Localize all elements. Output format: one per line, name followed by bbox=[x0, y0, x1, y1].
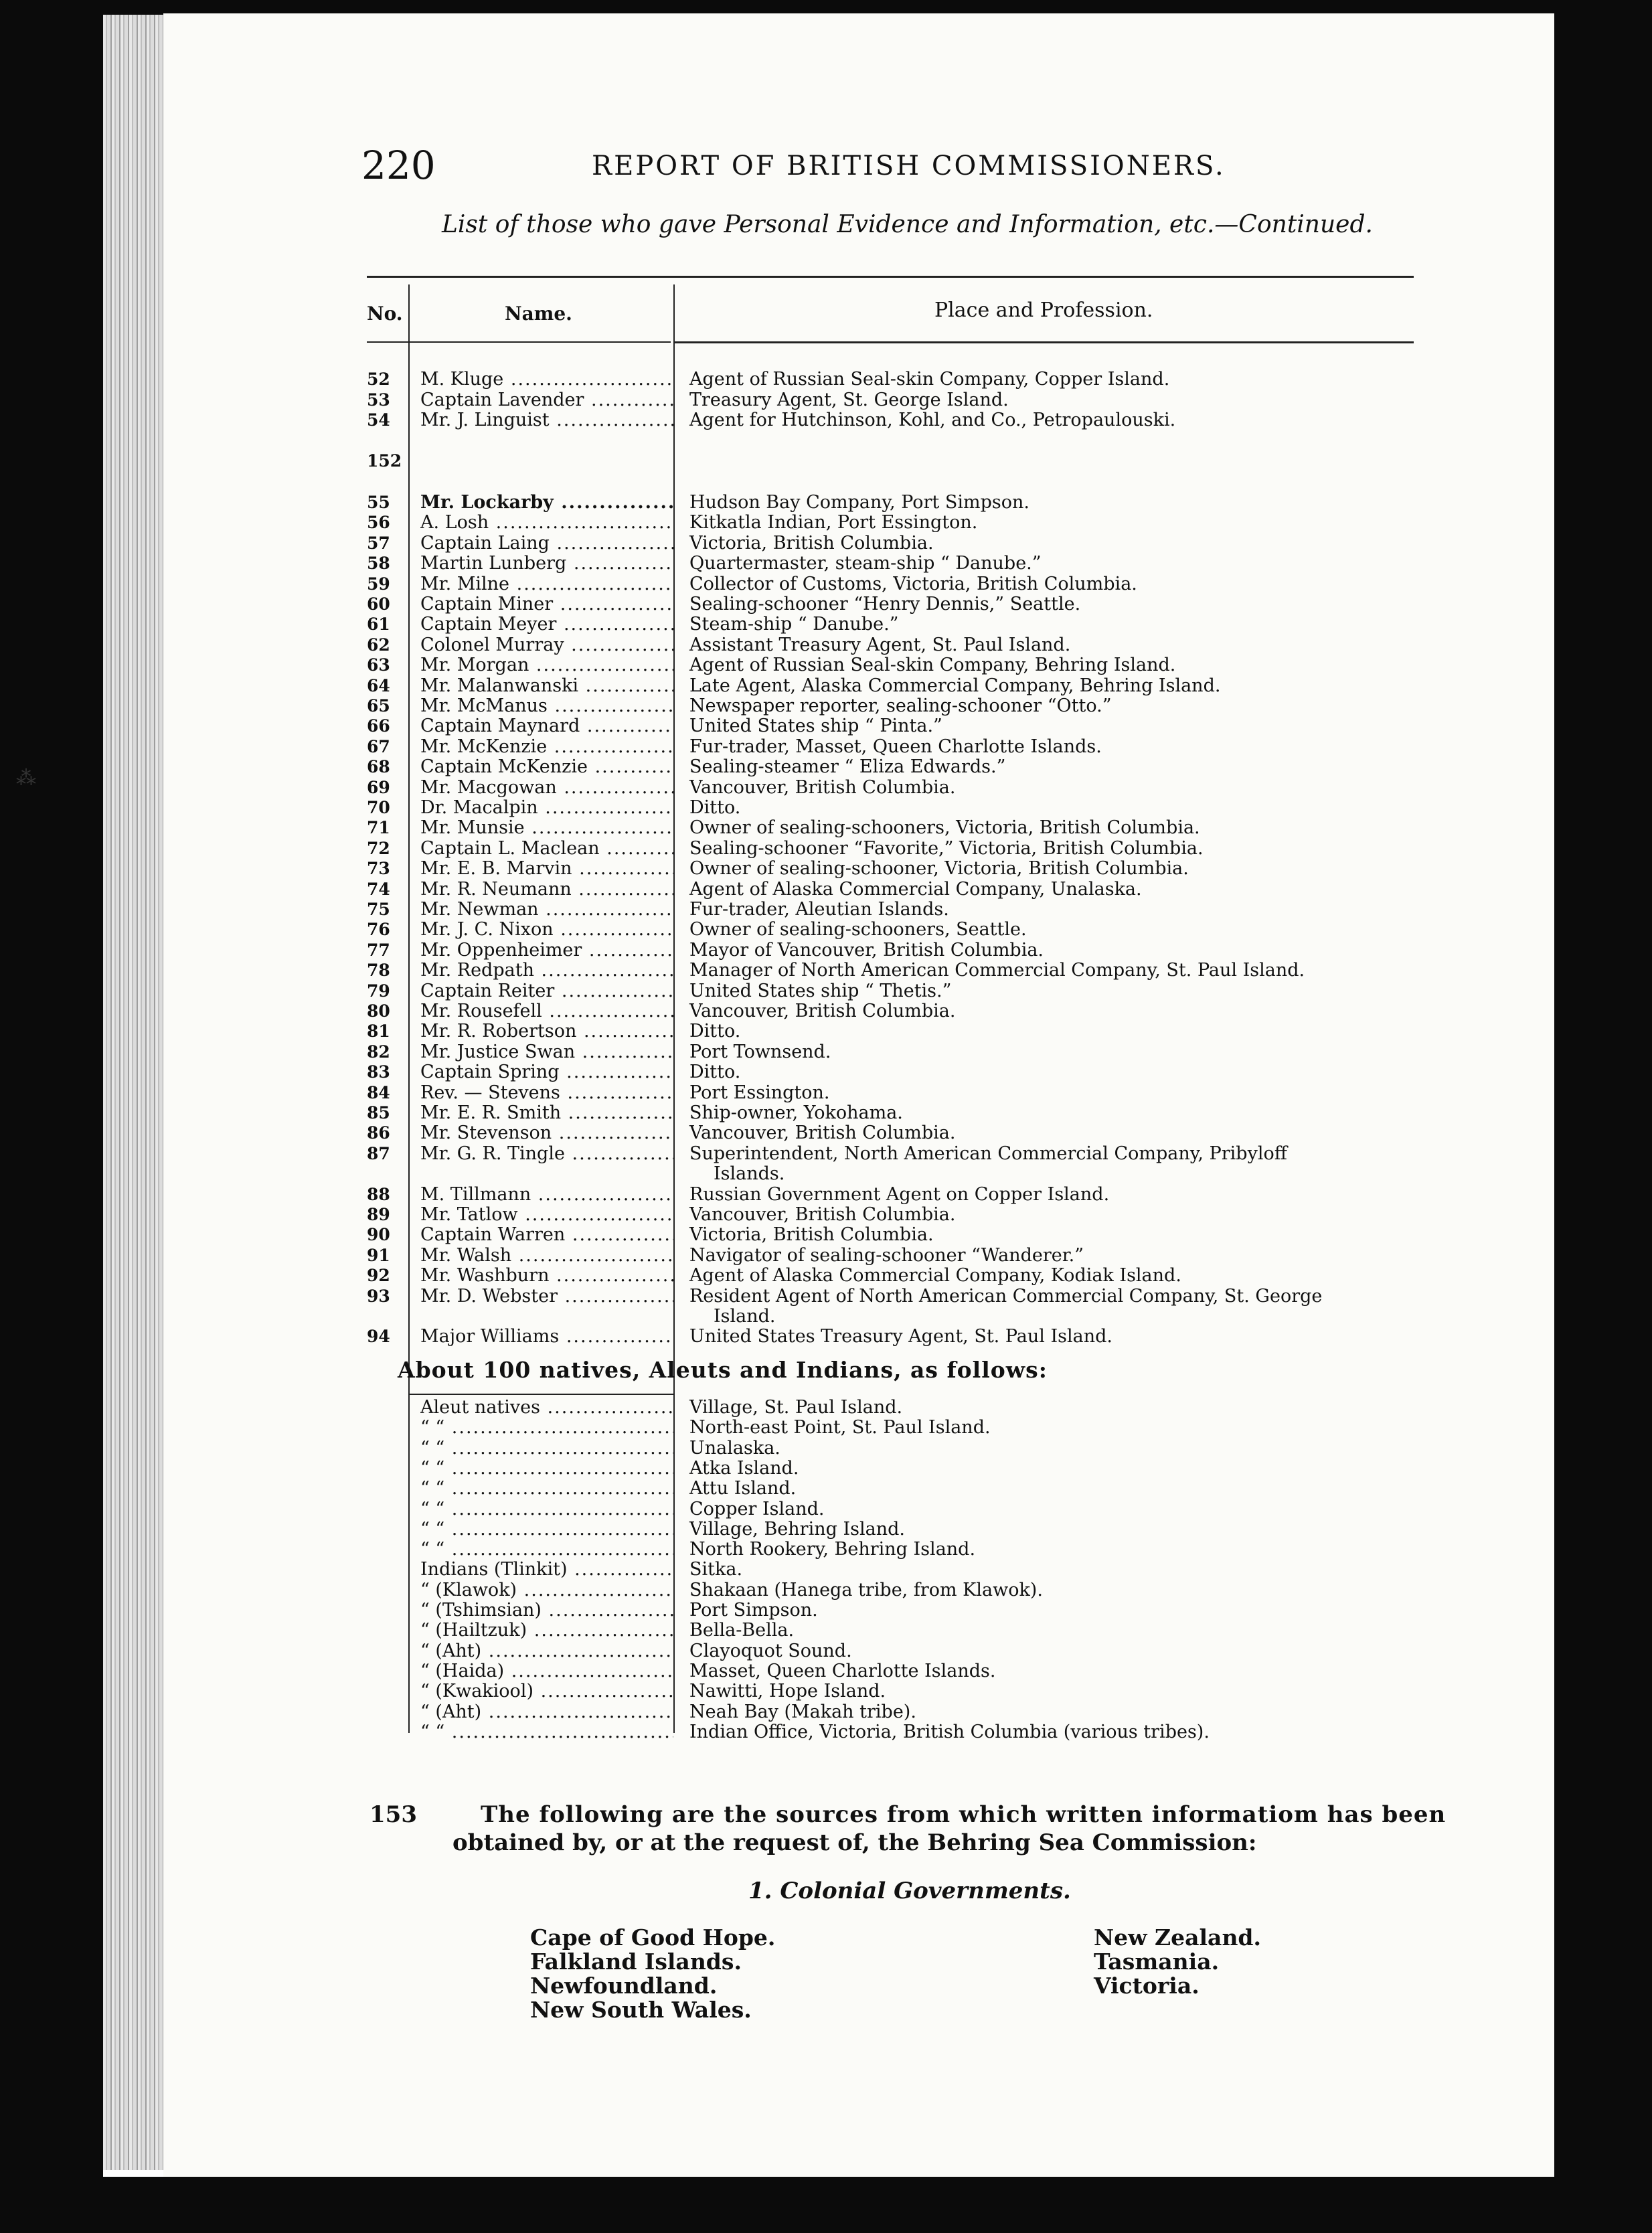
entry-name: Mr. Walsh ..... bbox=[420, 1246, 673, 1266]
entry-name: A. Losh ..... bbox=[420, 513, 673, 533]
header-rule-left bbox=[367, 341, 671, 343]
colony-tasmania: Tasmania. bbox=[1094, 1949, 1220, 1975]
column-divider-1 bbox=[408, 284, 410, 1733]
entry-name: “ (Hailtzuk) ..... bbox=[420, 1621, 673, 1641]
entry-name: “ (Kwakiool) ..... bbox=[420, 1681, 673, 1702]
colony-falkland-islands: Falkland Islands. bbox=[530, 1949, 742, 1975]
entry-number: 62 bbox=[367, 635, 390, 655]
entry-name: Rev. — Stevens ..... bbox=[420, 1083, 673, 1103]
entry-place-profession: North Rookery, Behring Island. bbox=[689, 1539, 976, 1560]
entry-number: 83 bbox=[367, 1062, 390, 1082]
page-number: 220 bbox=[361, 143, 436, 188]
entry-place-profession: Sitka. bbox=[689, 1559, 743, 1580]
entry-name: Captain Maynard ..... bbox=[420, 716, 673, 736]
entry-number: 58 bbox=[367, 554, 390, 574]
entry-number: 55 bbox=[367, 493, 390, 512]
entry-number: 84 bbox=[367, 1082, 390, 1102]
entry-number: 52 bbox=[367, 369, 390, 389]
header-name: Name. bbox=[505, 303, 572, 325]
entry-name: Mr. R. Robertson ..... bbox=[420, 1021, 673, 1042]
entry-place-profession: Atka Island. bbox=[689, 1457, 799, 1479]
entry-place-profession: Vancouver, British Columbia. bbox=[689, 776, 956, 798]
entry-name: Mr. Stevenson ..... bbox=[420, 1123, 673, 1143]
entry-place-profession: Neah Bay (Makah tribe). bbox=[689, 1701, 916, 1722]
entry-name: Mr. Lockarby ..... bbox=[420, 493, 673, 513]
entry-place-profession: Quartermaster, steam-ship “ Danube.” bbox=[689, 553, 1042, 574]
entry-name: Mr. McKenzie ..... bbox=[420, 737, 673, 757]
entry-number: 80 bbox=[367, 1001, 390, 1021]
entry-place-profession: Agent of Russian Seal-skin Company, Behring Island. bbox=[689, 655, 1176, 676]
entry-place-profession: Port Simpson. bbox=[689, 1600, 818, 1621]
entry-name: Mr. Munsie ..... bbox=[420, 818, 673, 838]
entry-place-profession: Clayoquot Sound. bbox=[689, 1640, 852, 1661]
entry-name: Mr. Tatlow ..... bbox=[420, 1205, 673, 1225]
running-head: REPORT OF BRITISH COMMISSIONERS. bbox=[592, 151, 1226, 181]
entry-number: 89 bbox=[367, 1205, 390, 1224]
entry-name: Mr. J. C. Nixon ..... bbox=[420, 920, 673, 940]
entry-name: Indians (Tlinkit) ..... bbox=[420, 1560, 673, 1580]
entry-number: 90 bbox=[367, 1225, 390, 1245]
entry-place-profession: Agent of Alaska Commercial Company, Unalaska. bbox=[689, 878, 1142, 900]
entry-number: 85 bbox=[367, 1103, 390, 1123]
entry-place-profession: Superintendent, North American Commercial Company, Pribyloff bbox=[689, 1143, 1287, 1164]
colony-new-south-wales: New South Wales. bbox=[530, 1997, 752, 2023]
scan-border-bottom bbox=[0, 2177, 1652, 2233]
entry-name: Mr. G. R. Tingle ..... bbox=[420, 1144, 673, 1164]
entry-number: 71 bbox=[367, 818, 390, 838]
natives-heading: About 100 natives, Aleuts and Indians, as follows: bbox=[398, 1357, 1048, 1383]
entry-place-profession: Owner of sealing-schooners, Seattle. bbox=[689, 919, 1027, 940]
entry-number: 66 bbox=[367, 716, 390, 736]
entry-place-profession: Attu Island. bbox=[689, 1478, 797, 1499]
header-rule-right bbox=[675, 341, 1414, 343]
colony-cape-of-good-hope: Cape of Good Hope. bbox=[530, 1924, 776, 1951]
entry-place-profession: Sealing-schooner “Henry Dennis,” Seattle. bbox=[689, 594, 1081, 614]
entry-place-profession: Sealing-steamer “ Eliza Edwards.” bbox=[689, 756, 1006, 778]
colony-victoria: Victoria. bbox=[1094, 1973, 1200, 1999]
entry-name: “ (Tshimsian) ..... bbox=[420, 1600, 673, 1621]
entry-name: Mr. Redpath ..... bbox=[420, 961, 673, 981]
table-subtitle: List of those who gave Personal Evidence and Information, etc.—Continued. bbox=[442, 211, 1373, 238]
entry-place-profession: Copper Island. bbox=[689, 1498, 825, 1519]
entry-name: “ “ ..... bbox=[420, 1499, 673, 1519]
entry-name: Captain Spring ..... bbox=[420, 1062, 673, 1082]
entry-name: Mr. R. Neumann ..... bbox=[420, 880, 673, 900]
entry-number: 69 bbox=[367, 777, 390, 797]
entry-name: Captain McKenzie ..... bbox=[420, 757, 673, 777]
entry-place-profession: Port Townsend. bbox=[689, 1041, 831, 1062]
entry-place-profession: Village, Behring Island. bbox=[689, 1518, 905, 1540]
entry-name: Captain Laing ..... bbox=[420, 533, 673, 554]
entry-number: 67 bbox=[367, 736, 390, 756]
entry-place-profession: Nawitti, Hope Island. bbox=[689, 1681, 886, 1702]
page-edges bbox=[103, 15, 163, 2170]
entry-place-profession: Russian Government Agent on Copper Island. bbox=[689, 1183, 1110, 1205]
entry-place-profession: Steam-ship “ Danube.” bbox=[689, 614, 899, 635]
colony-newfoundland: Newfoundland. bbox=[530, 1973, 718, 1999]
entry-place-profession: Navigator of sealing-schooner “Wanderer.” bbox=[689, 1244, 1084, 1266]
entry-name: Mr. E. B. Marvin ..... bbox=[420, 859, 673, 879]
entry-number: 54 bbox=[367, 410, 390, 430]
entry-name: “ (Haida) ..... bbox=[420, 1661, 673, 1681]
entry-name: “ “ ..... bbox=[420, 1438, 673, 1459]
entry-place-profession: Shakaan (Hanega tribe, from Klawok). bbox=[689, 1579, 1043, 1600]
section-number-152: 152 bbox=[367, 451, 402, 471]
section-153-line-1: The following are the sources from which written informatiom has been bbox=[481, 1801, 1447, 1828]
entry-place-profession: Victoria, British Columbia. bbox=[689, 1224, 934, 1246]
margin-mark: ⁂ bbox=[16, 766, 36, 790]
entry-name: “ (Aht) ..... bbox=[420, 1702, 673, 1722]
entry-name: Mr. E. R. Smith ..... bbox=[420, 1103, 673, 1123]
colony-new-zealand: New Zealand. bbox=[1094, 1924, 1261, 1951]
entry-number: 75 bbox=[367, 900, 390, 919]
entry-number: 88 bbox=[367, 1184, 390, 1204]
entry-number: 81 bbox=[367, 1021, 390, 1042]
header-place: Place and Profession. bbox=[934, 299, 1153, 322]
entry-place-profession: Late Agent, Alaska Commercial Company, Behring Island. bbox=[689, 675, 1221, 696]
entry-name: “ “ ..... bbox=[420, 1540, 673, 1560]
section-number-153: 153 bbox=[369, 1801, 417, 1828]
entry-number: 56 bbox=[367, 513, 390, 533]
entry-place-profession: Vancouver, British Columbia. bbox=[689, 1001, 956, 1021]
entry-name: Colonel Murray ..... bbox=[420, 635, 673, 655]
entry-name: Captain Meyer ..... bbox=[420, 614, 673, 635]
entry-name: Mr. Newman ..... bbox=[420, 900, 673, 920]
entry-place-profession: Vancouver, British Columbia. bbox=[689, 1123, 956, 1144]
scan-border-top bbox=[0, 0, 1652, 15]
entry-place-profession: Hudson Bay Company, Port Simpson. bbox=[689, 492, 1029, 513]
entry-name: Mr. Rousefell ..... bbox=[420, 1001, 673, 1021]
entry-place-profession: Indian Office, Victoria, British Columbia (various tribes). bbox=[689, 1721, 1210, 1742]
header-no: No. bbox=[367, 303, 403, 325]
entry-name: Captain Miner ..... bbox=[420, 594, 673, 614]
entry-number: 59 bbox=[367, 574, 390, 594]
entry-place-profession: Assistant Treasury Agent, St. Paul Island. bbox=[689, 634, 1071, 655]
entry-number: 72 bbox=[367, 838, 390, 858]
entry-name: Martin Lunberg ..... bbox=[420, 554, 673, 574]
entry-number: 93 bbox=[367, 1286, 390, 1306]
entry-place-profession: Resident Agent of North American Commercial Company, St. George bbox=[689, 1285, 1323, 1307]
entry-number: 53 bbox=[367, 390, 390, 410]
entry-place-profession: United States Treasury Agent, St. Paul Island. bbox=[689, 1326, 1113, 1347]
entry-place-profession: Fur-trader, Aleutian Islands. bbox=[689, 899, 949, 920]
entry-place-profession: Treasury Agent, St. George Island. bbox=[689, 389, 1009, 410]
natives-box-top bbox=[410, 1394, 675, 1395]
entry-place-profession: Bella-Bella. bbox=[689, 1620, 795, 1641]
entry-number: 76 bbox=[367, 920, 390, 940]
entry-place-profession: Vancouver, British Columbia. bbox=[689, 1204, 956, 1225]
entry-place-continuation: Islands. bbox=[714, 1163, 785, 1184]
entry-name: Mr. D. Webster ..... bbox=[420, 1287, 673, 1307]
scan-border-left bbox=[0, 0, 103, 2233]
entry-number: 86 bbox=[367, 1123, 390, 1143]
entry-number: 60 bbox=[367, 594, 390, 614]
entry-place-profession: Masset, Queen Charlotte Islands. bbox=[689, 1660, 996, 1681]
entry-place-profession: Village, St. Paul Island. bbox=[689, 1397, 903, 1418]
entry-place-profession: Ditto. bbox=[689, 797, 741, 818]
entry-number: 87 bbox=[367, 1143, 390, 1163]
entry-number: 57 bbox=[367, 533, 390, 553]
entry-name: Major Williams ..... bbox=[420, 1327, 673, 1347]
column-divider-2 bbox=[673, 284, 675, 1733]
entry-place-profession: United States ship “ Pinta.” bbox=[689, 716, 942, 737]
table-top-rule bbox=[367, 276, 1414, 278]
entry-place-profession: Collector of Customs, Victoria, British Columbia. bbox=[689, 573, 1137, 594]
entry-name: Mr. McManus ..... bbox=[420, 696, 673, 716]
entry-name: Captain Warren ..... bbox=[420, 1225, 673, 1245]
entry-name: Mr. Morgan ..... bbox=[420, 655, 673, 675]
entry-number: 73 bbox=[367, 859, 390, 879]
entry-name: “ (Aht) ..... bbox=[420, 1641, 673, 1661]
entry-place-profession: Sealing-schooner “Favorite,” Victoria, British Columbia. bbox=[689, 837, 1204, 859]
entry-place-profession: Mayor of Vancouver, British Columbia. bbox=[689, 939, 1044, 961]
entry-name: “ “ ..... bbox=[420, 1479, 673, 1499]
entry-number: 61 bbox=[367, 614, 390, 635]
entry-place-profession: Victoria, British Columbia. bbox=[689, 532, 934, 554]
entry-place-profession: Agent for Hutchinson, Kohl, and Co., Petropaulouski. bbox=[689, 410, 1176, 430]
entry-place-profession: Agent of Russian Seal-skin Company, Copper Island. bbox=[689, 369, 1170, 390]
entry-number: 65 bbox=[367, 696, 390, 716]
entry-place-profession: Kitkatla Indian, Port Essington. bbox=[689, 512, 978, 533]
entry-name: Mr. Malanwanski ..... bbox=[420, 676, 673, 696]
entry-name: M. Kluge ..... bbox=[420, 369, 673, 390]
entry-place-profession: Owner of sealing-schooners, Victoria, British Columbia. bbox=[689, 817, 1200, 839]
entry-name: Mr. Oppenheimer ..... bbox=[420, 940, 673, 961]
entry-name: “ “ ..... bbox=[420, 1519, 673, 1540]
entry-name: Aleut natives ..... bbox=[420, 1398, 673, 1418]
entry-place-continuation: Island. bbox=[714, 1305, 776, 1327]
scan-border-right bbox=[1554, 0, 1652, 2233]
entry-name: Mr. J. Linguist ..... bbox=[420, 410, 673, 430]
entry-number: 82 bbox=[367, 1042, 390, 1062]
entry-place-profession: Newspaper reporter, sealing-schooner “Otto.” bbox=[689, 695, 1112, 716]
entry-place-profession: Ditto. bbox=[689, 1021, 741, 1042]
entry-place-profession: Ship-owner, Yokohama. bbox=[689, 1102, 903, 1123]
entry-place-profession: Unalaska. bbox=[689, 1437, 780, 1459]
entry-number: 77 bbox=[367, 940, 390, 960]
entry-number: 92 bbox=[367, 1266, 390, 1286]
entry-name: Captain L. Maclean ..... bbox=[420, 839, 673, 859]
entry-place-profession: Agent of Alaska Commercial Company, Kodiak Island. bbox=[689, 1265, 1181, 1287]
entry-name: Mr. Washburn ..... bbox=[420, 1266, 673, 1286]
entry-name: “ (Klawok) ..... bbox=[420, 1580, 673, 1600]
entry-name: Mr. Justice Swan ..... bbox=[420, 1042, 673, 1062]
entry-number: 64 bbox=[367, 675, 390, 695]
entry-number: 63 bbox=[367, 655, 390, 675]
colonial-governments-heading: 1. Colonial Governments. bbox=[748, 1878, 1071, 1904]
entry-place-profession: Port Essington. bbox=[689, 1082, 830, 1103]
entry-number: 78 bbox=[367, 961, 390, 981]
entry-number: 91 bbox=[367, 1245, 390, 1265]
section-153-line-2: obtained by, or at the request of, the Behring Sea Commission: bbox=[452, 1829, 1257, 1856]
entry-name: Captain Reiter ..... bbox=[420, 981, 673, 1001]
entry-place-profession: Fur-trader, Masset, Queen Charlotte Islands. bbox=[689, 736, 1102, 757]
entry-name: “ “ ..... bbox=[420, 1722, 673, 1742]
entry-name: Mr. Macgowan ..... bbox=[420, 778, 673, 798]
entry-number: 70 bbox=[367, 798, 390, 817]
entry-name: “ “ ..... bbox=[420, 1418, 673, 1438]
entry-place-profession: Manager of North American Commercial Company, St. Paul Island. bbox=[689, 960, 1305, 981]
entry-number: 68 bbox=[367, 757, 390, 777]
entry-number: 94 bbox=[367, 1327, 390, 1347]
entry-number: 74 bbox=[367, 879, 390, 899]
entry-place-profession: Owner of sealing-schooner, Victoria, British Columbia. bbox=[689, 858, 1189, 880]
entry-place-profession: North-east Point, St. Paul Island. bbox=[689, 1417, 991, 1438]
entry-number: 79 bbox=[367, 981, 390, 1001]
entry-name: Dr. Macalpin ..... bbox=[420, 798, 673, 818]
entry-place-profession: Ditto. bbox=[689, 1062, 741, 1083]
entry-place-profession: United States ship “ Thetis.” bbox=[689, 980, 952, 1001]
entry-name: “ “ ..... bbox=[420, 1459, 673, 1479]
entry-name: Mr. Milne ..... bbox=[420, 574, 673, 594]
entry-name: Captain Lavender ..... bbox=[420, 390, 673, 410]
entry-name: M. Tillmann ..... bbox=[420, 1185, 673, 1205]
